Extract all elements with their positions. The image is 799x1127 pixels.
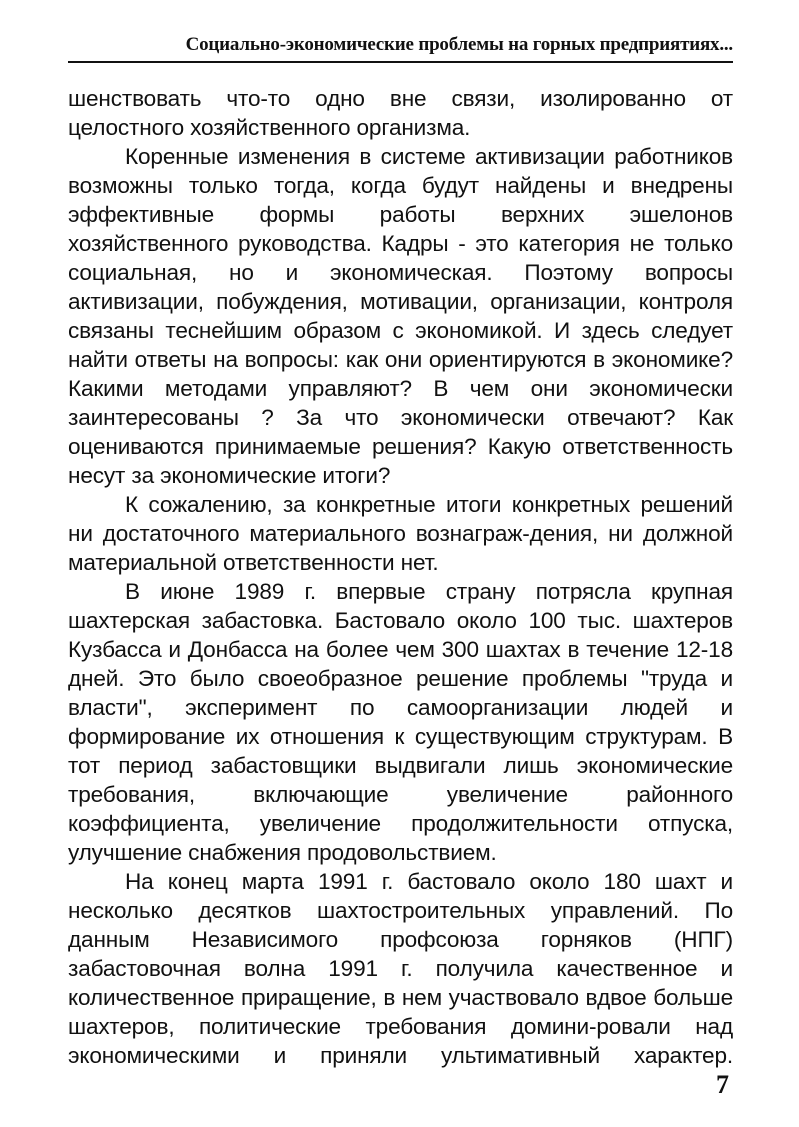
paragraph-personnel-activation: Коренные изменения в системе активизации работников возможны только тогда, когда будут найдены и внедрены эффективные формы работы верхних эшелонов хозяйственного руководства. Кадры - это категория не только социальная, но и экономическая. Поэтому вопросы активизации, побуждения, мотивации, организации, контроля связаны теснейшим образом с экономикой. И здесь следует найти ответы на вопросы: как они ориентируются в экономике? Какими методами управляют? В чем они экономически заинтересованы ? За что экономически отвечают? Как оцениваются принимаемые решения? Какую ответственность несут за экономические итоги?	[68, 144, 733, 488]
paragraph-strike-1989: В июне 1989 г. впервые страну потрясла крупная шахтерская забастовка. Бастовало около 100 тыс. шахтеров Кузбасса и Донбасса на более чем 300 шахтах в течение 12-18 дней. Это было своеобразное решение проблемы "труда и власти", эксперимент по самоорганизации людей и формирование их отношения к существующим структурам. В тот период забастовщики выдвигали лишь экономические требования, включающие увеличение районного коэффициента, увеличение продолжительности отпуска, улучшение снабжения продовольствием.	[68, 579, 733, 865]
paragraph-continuation: шенствовать что-то одно вне связи, изолированно от целостного хозяйственного организма.	[68, 86, 733, 140]
header-rule	[68, 61, 733, 63]
paragraph-strike-1991: На конец марта 1991 г. бастовало около 180 шахт и несколько десятков шахтостроительных управлений. По данным Независимого профсоюза горняков (НПГ) забастовочная волна 1991 г. получила качественное и количественное приращение, в нем участвовало вдвое больше шахтеров, политические требования домини-ровали над экономическими и приняли ультимативный характер.	[68, 869, 733, 1068]
page-body	[68, 84, 733, 1070]
paragraph-responsibility: К сожалению, за конкретные итоги конкретных решений ни достаточного материального вознаграж-дения, ни должной материальной ответственности нет.	[68, 492, 733, 575]
page-number: 7	[716, 1070, 729, 1099]
running-header: Социально-экономические проблемы на горных предприятиях...	[185, 34, 733, 55]
